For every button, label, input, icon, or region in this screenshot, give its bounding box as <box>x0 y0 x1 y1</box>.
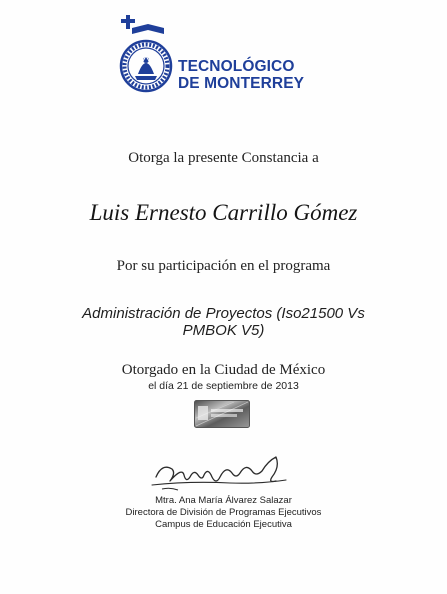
signatory-name: Mtra. Ana María Álvarez Salazar <box>155 495 292 506</box>
program-name <box>0 305 447 339</box>
signatory-department: Campus de Educación Ejecutiva <box>155 519 292 530</box>
participation-text: Por su participación en el programa <box>116 258 331 274</box>
signatory-title: Directora de División de Programas Ejecutivos <box>125 507 322 518</box>
program-name-line1: Administración de Proyectos (Iso21500 Vs <box>82 305 365 322</box>
institution-name-line2: DE MONTERREY <box>178 75 305 92</box>
institution-name <box>178 58 304 92</box>
institution-logo <box>118 14 328 100</box>
program-name-line2: PMBOK V5) <box>182 322 265 339</box>
institution-name-line1: TECNOLÓGICO <box>178 58 295 75</box>
institution-seal-icon <box>118 14 174 94</box>
signature-image <box>150 453 290 495</box>
hologram-seal-icon <box>194 400 250 428</box>
grant-text: Otorga la presente Constancia a <box>128 150 319 166</box>
recipient-name: Luis Ernesto Carrillo Gómez <box>89 200 358 225</box>
place-text: Otorgado en la Ciudad de México <box>121 362 326 378</box>
date-text: el día 21 de septiembre de 2013 <box>148 380 299 392</box>
